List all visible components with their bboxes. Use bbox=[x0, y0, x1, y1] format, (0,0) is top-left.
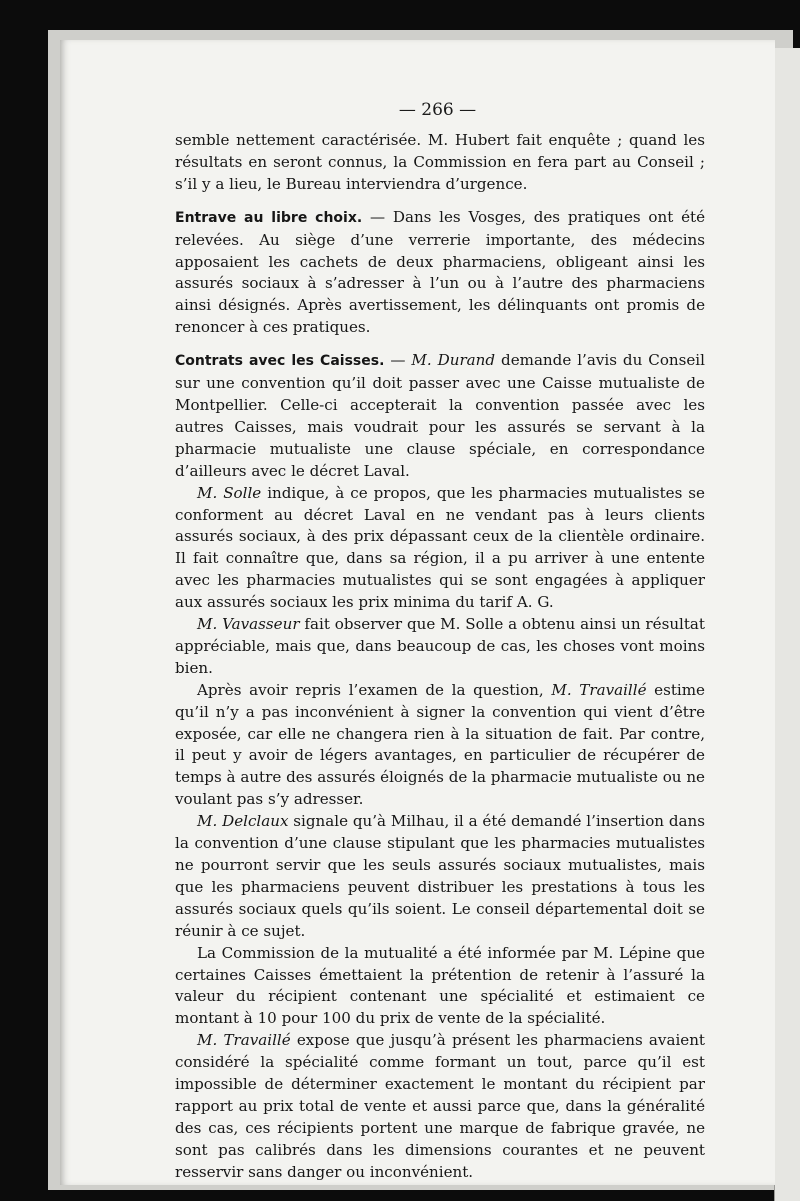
paragraph-text: semble nettement caractérisée. M. Hubert fait enquête ; quand les résultats en seront connus, la Commission en fera part au Conseil ; s’il y a lieu, le Bureau interviendra d’urgence. bbox=[175, 131, 705, 193]
paragraph-vavasseur bbox=[175, 614, 705, 680]
page-number: — 266 — bbox=[398, 100, 477, 120]
paragraph-text: indique, à ce propos, que les pharmacies mutualistes se conforment au décret Laval en ne vendant pas à leurs clients assurés sociaux, à des prix dépassant ceux de la clientèle ordinaire. Il fait connaître que, dans sa région, il a pu arriver à une entente avec les pharmacies mutualistes qui se sont engagées à appliquer aux assurés sociaux les prix minima du tarif A. G. bbox=[175, 483, 705, 612]
paragraph-travaille-1 bbox=[175, 680, 705, 811]
section-heading: Contrats avec les Caisses. bbox=[175, 353, 385, 370]
paragraph-text: fait observer que M. Solle a obtenu ainsi un résultat appréciable, mais que, dans beaucoup de cas, les choses vont moins bien. bbox=[175, 615, 705, 677]
paragraph-text: expose que jusqu’à présent les pharmaciens avaient considéré la spécialité comme formant un tout, parce qu’il est impossible de déterminer exactement le montant du récipient par rapport au prix total de vente et aussi parce que, dans la généralité des cas, ces récipients portent une marque de fabrique gravée, ne sont pas calibrés dans les dimensions courantes et ne peuvent resservir sans danger ou inconvénient. bbox=[175, 1031, 705, 1181]
paragraph-solle bbox=[175, 483, 705, 614]
paragraph-delclaux bbox=[175, 811, 705, 942]
paragraph-text: signale qu’à Milhau, il a été demandé l’insertion dans la convention d’une clause stipulant que les pharmacies mutualistes ne pourront servir que les seuls assurés sociaux mutualistes, mais que les pharmaciens peuvent distribuer les prestations à tous les assurés sociaux quels qu’ils soient. Le conseil départemental doit se réunir à ce sujet. bbox=[175, 812, 705, 940]
speaker-name: M. Vavasseur bbox=[197, 615, 300, 634]
paragraph-text: La Commission de la mutualité a été informée par M. Lépine que certaines Caisses émettaient la prétention de retenir à l’assuré la valeur du récipient contenant une spécialité et estimaient ce montant à 10 pour 100 du prix de vente de la spécialité. bbox=[175, 943, 705, 1028]
section-heading: Entrave au libre choix. bbox=[175, 209, 363, 226]
speaker-name: M. Travaillé bbox=[197, 1031, 291, 1050]
speaker-name: M. Delclaux bbox=[197, 812, 289, 831]
speaker-name: M. Solle bbox=[197, 483, 262, 502]
paragraph-text: demande l’avis du Conseil sur une convention qu’il doit passer avec une Caisse mutualiste de Montpellier. Celle-ci accepterait la convention passée avec les autres Caisses, mais voudrait pour les assurés se servant à la pharmacie mutualiste une clause spéciale, en correspondance d’ailleurs avec le décret Laval. bbox=[175, 351, 705, 480]
dash-separator: — bbox=[384, 351, 412, 370]
paragraph-contrats bbox=[175, 350, 705, 482]
paragraph-travaille-2 bbox=[175, 1030, 705, 1183]
paragraph-entrave bbox=[175, 207, 705, 339]
paragraph-lead: Après avoir repris l’examen de la question, bbox=[197, 680, 552, 699]
paragraph-commission bbox=[175, 943, 705, 1031]
speaker-name: M. Durand bbox=[411, 351, 496, 370]
paragraph-text: estime qu’il n’y a pas inconvénient à signer la convention qui vient d’être exposée, car elle ne changera rien à la situation de fait. Par contre, il peut y avoir de légers avantages, en particulier de récupérer de temps à autre des assurés éloignés de la pharmacie mutualiste ou ne voulant pas s’y adresser. bbox=[175, 680, 705, 809]
facing-page-edge bbox=[774, 48, 800, 1201]
paragraph-continuation bbox=[175, 130, 705, 196]
page-text bbox=[175, 130, 705, 1184]
speaker-name: M. Travaillé bbox=[551, 680, 647, 699]
paragraph-text: — Dans les Vosges, des pratiques ont été relevées. Au siège d’une verrerie importante, des médecins apposaient les cachets de deux pharmaciens, obligeant ainsi les assurés sociaux à s’adresser à l’un ou à l’autre des pharmaciens ainsi désignés. Après avertissement, les délinquants ont promis de renoncer à ces pratiques. bbox=[175, 207, 705, 337]
